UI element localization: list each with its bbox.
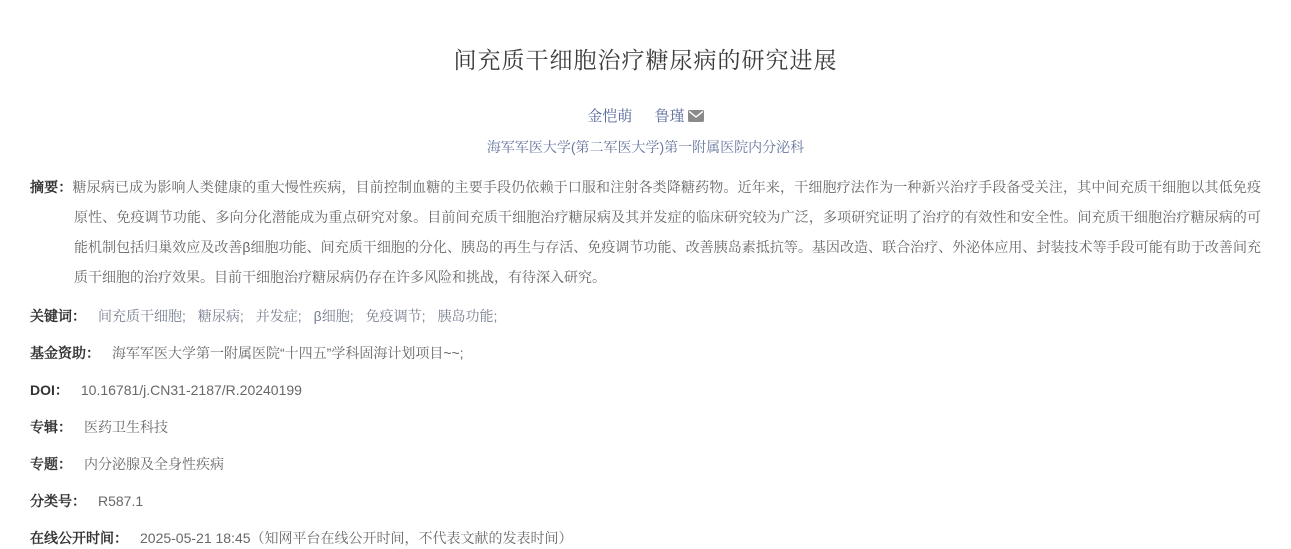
author-name-2: 鲁瑾 — [654, 108, 685, 125]
keyword-link[interactable]: 并发症; — [255, 308, 302, 324]
keyword-link[interactable]: β细胞; — [313, 308, 354, 324]
classification-label: 分类号： — [30, 493, 86, 509]
meta-row-doi — [30, 380, 1261, 401]
meta-row-topic — [30, 454, 1261, 475]
keywords-label: 关键词： — [30, 308, 86, 324]
article-title: 间充质干细胞治疗糖尿病的研究进展 — [453, 47, 838, 73]
author-link-2[interactable] — [655, 108, 704, 125]
online-time-value: 2025-05-21 18:45（知网平台在线公开时间，不代表文献的发表时间） — [140, 530, 573, 546]
keyword-link[interactable]: 免疫调节; — [365, 308, 426, 324]
meta-row-online-time — [30, 528, 1261, 549]
topic-label: 专题： — [30, 456, 72, 472]
keyword-link[interactable]: 糖尿病; — [197, 308, 244, 324]
authors-row — [30, 106, 1261, 128]
envelope-icon — [688, 107, 704, 128]
album-value: 医药卫生科技 — [84, 419, 168, 435]
album-label: 专辑： — [30, 419, 72, 435]
affiliation-row — [30, 137, 1261, 157]
keywords-row — [30, 306, 1261, 327]
affiliation-link[interactable]: 海军军医大学(第二军医大学)第一附属医院内分泌科 — [486, 139, 805, 155]
keyword-link[interactable]: 胰岛功能; — [437, 308, 498, 324]
funding-value: 海军军医大学第一附属医院“十四五”学科固海计划项目~~; — [112, 345, 464, 361]
meta-row-funding — [30, 343, 1261, 364]
classification-value: R587.1 — [98, 493, 144, 509]
doi-value: 10.16781/j.CN31-2187/R.20240199 — [80, 382, 302, 398]
doi-label: DOI： — [30, 382, 69, 398]
online-time-label: 在线公开时间： — [30, 530, 128, 546]
abstract-label: 摘要： — [30, 179, 73, 195]
meta-row-album — [30, 417, 1261, 438]
keyword-link[interactable]: 间充质干细胞; — [98, 308, 186, 324]
meta-row-classification — [30, 491, 1261, 512]
abstract-text: 糖尿病已成为影响人类健康的重大慢性疾病，目前控制血糖的主要手段仍依赖于口服和注射各类降糖药物。近年来，干细胞疗法作为一种新兴治疗手段备受关注，其中间充质干细胞以其低免疫原性、免疫调节功能、多向分化潜能成为重点研究对象。目前间充质干细胞治疗糖尿病及其并发症的临床研究较为广泛，多项研究证明了治疗的有效性和安全性。间充质干细胞治疗糖尿病的可能机制包括归巢效应及改善β细胞功能、间充质干细胞的分化、胰岛的再生与存活、免疫调节功能、改善胰岛素抵抗等。基因改造、联合治疗、外泌体应用、封装技术等手段可能有助于改善间充质干细胞的治疗效果。目前干细胞治疗糖尿病仍存在许多风险和挑战，有待深入研究。 — [72, 179, 1262, 285]
topic-value: 内分泌腺及全身性疾病 — [84, 456, 224, 472]
abstract-row — [30, 172, 1261, 292]
funding-label: 基金资助： — [30, 345, 100, 361]
author-link-1[interactable]: 金恺萌 — [587, 108, 633, 125]
